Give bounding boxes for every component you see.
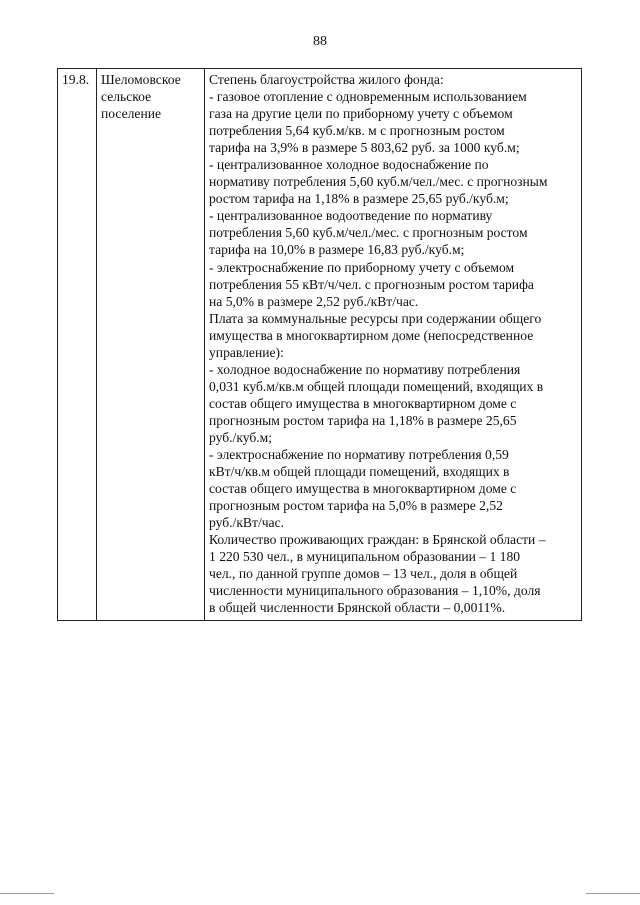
description-line: - холодное водоснабжение по нормативу потребления [209, 361, 521, 377]
description-line: - централизованное водоотведение по нормативу [209, 208, 493, 224]
settlement-name-line: поселение [101, 106, 162, 122]
scan-edge-mark-left [0, 893, 54, 894]
description-line: потребления 5,60 куб.м/чел./мес. с прогнозным ростом [209, 225, 528, 241]
row-number-cell [58, 69, 97, 621]
scan-edge-mark-right [586, 893, 640, 894]
description-line: Плата за коммунальные ресурсы при содержании общего [209, 310, 542, 326]
description-line: численности муниципального образования – 1,10%, доля [209, 583, 541, 599]
description-line: - электроснабжение по приборному учету с объемом [209, 259, 515, 275]
description-cell [205, 69, 582, 621]
table-row [58, 69, 582, 621]
description-line: в общей численности Брянской области – 0,0011%. [209, 600, 506, 616]
description-line: чел., по данной группе домов – 13 чел., доля в общей [209, 566, 518, 582]
description-line: прогнозным ростом тарифа на 5,0% в размере 2,52 [209, 498, 503, 514]
description-line: Количество проживающих граждан: в Брянской области – [209, 532, 546, 548]
description-line: - электроснабжение по нормативу потребления 0,59 [209, 447, 509, 463]
description-line: 0,031 куб.м/кв.м общей площади помещений, входящих в [209, 378, 544, 394]
description-line: потребления 5,64 куб.м/кв. м с прогнозным ростом [209, 123, 505, 139]
description-line: управление): [209, 344, 284, 360]
settlement-name-line: сельское [101, 89, 152, 105]
description-line: 1 220 530 чел., в муниципальном образовании – 1 180 [209, 549, 521, 565]
settlement-table [57, 68, 582, 621]
description-line: газа на другие цели по приборному учету с объемом [209, 106, 513, 122]
settlement-name-line: Шеломовское [101, 72, 181, 87]
description-line: тарифа на 3,9% в размере 5 803,62 руб. за 1000 куб.м; [209, 140, 520, 156]
page-number: 88 [313, 34, 327, 49]
description-line: кВт/ч/кв.м общей площади помещений, входящих в [209, 464, 510, 480]
description-line: Степень благоустройства жилого фонда: [209, 72, 444, 87]
description-line: руб./кВт/час. [209, 515, 285, 531]
description-line: нормативу потребления 5,60 куб.м/чел./мес. с прогнозным [209, 174, 548, 190]
description-line: тарифа на 10,0% в размере 16,83 руб./куб.м; [209, 242, 465, 258]
description-line: состав общего имущества в многоквартирном доме с [209, 395, 517, 411]
description-line: - газовое отопление с одновременным использованием [209, 89, 527, 105]
description-line: имущества в многоквартирном доме (непосредственное [209, 327, 534, 343]
description-line: на 5,0% в размере 2,52 руб./кВт/час. [209, 293, 419, 309]
description-line: ростом тарифа на 1,18% в размере 25,65 руб./куб.м; [209, 191, 509, 207]
description-line: состав общего имущества в многоквартирном доме с [209, 481, 517, 497]
description-line: потребления 55 кВт/ч/чел. с прогнозным ростом тарифа [209, 276, 534, 292]
settlement-name-cell [97, 69, 205, 621]
description-line: прогнозным ростом тарифа на 1,18% в размере 25,65 [209, 412, 517, 428]
description-line: - централизованное холодное водоснабжение по [209, 157, 489, 173]
row-number: 19.8. [62, 72, 90, 87]
description-line: руб./куб.м; [209, 429, 273, 445]
